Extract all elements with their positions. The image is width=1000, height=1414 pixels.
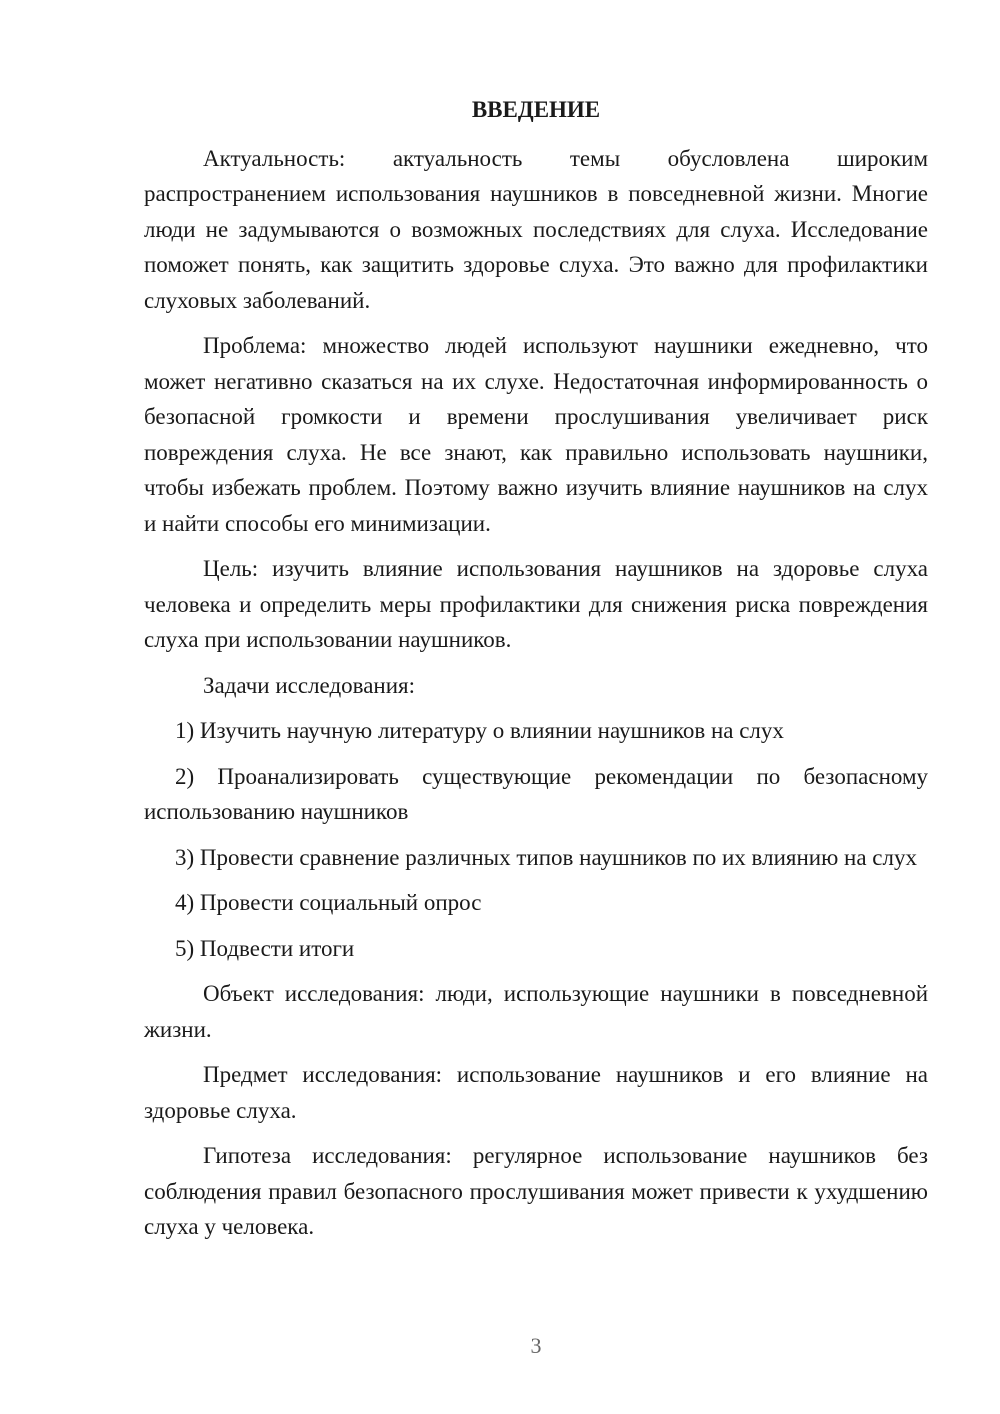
page-number: 3 <box>530 1333 542 1358</box>
document-page <box>144 92 928 1255</box>
object-paragraph: Объект исследования: люди, использующие наушники в повседневной жизни. <box>144 981 928 1042</box>
goal-paragraph: Цель: изучить влияние использования наушников на здоровье слуха человека и определить меры профилактики для снижения риска повреждения слуха при использовании наушников. <box>144 556 928 652</box>
task-item: 2) Проанализировать существующие рекомендации по безопасному использованию наушников <box>144 763 928 824</box>
hypothesis-paragraph: Гипотеза исследования: регулярное использование наушников без соблюдения правил безопасного прослушивания может привести к ухудшению слуха у человека. <box>144 1143 928 1239</box>
problem-paragraph: Проблема: множество людей используют наушники ежедневно, что может негативно сказаться на их слухе. Недостаточная информированность о безопасной громкости и времени прослушивания увеличивает риск повреждения слуха. Не все знают, как правильно использовать наушники, чтобы избежать проблем. Поэтому важно изучить влияние наушников на слух и найти способы его минимизации. <box>144 333 928 536</box>
subject-paragraph: Предмет исследования: использование наушников и его влияние на здоровье слуха. <box>144 1062 928 1123</box>
task-item: 4) Провести социальный опрос <box>175 890 482 915</box>
task-item: 1) Изучить научную литературу о влиянии наушников на слух <box>175 718 784 743</box>
tasks-heading: Задачи исследования: <box>203 672 416 698</box>
relevance-paragraph: Актуальность: актуальность темы обусловлена широким распространением использования наушников в повседневной жизни. Многие люди не задумываются о возможных последствиях для слуха. Исследование поможет понять, как защитить здоровье слуха. Это важно для профилактики слуховых заболеваний. <box>144 145 928 313</box>
section-title: ВВЕДЕНИЕ <box>471 97 601 122</box>
task-item: 5) Подвести итоги <box>175 935 355 961</box>
task-item: 3) Провести сравнение различных типов наушников по их влиянию на слух <box>175 844 917 870</box>
